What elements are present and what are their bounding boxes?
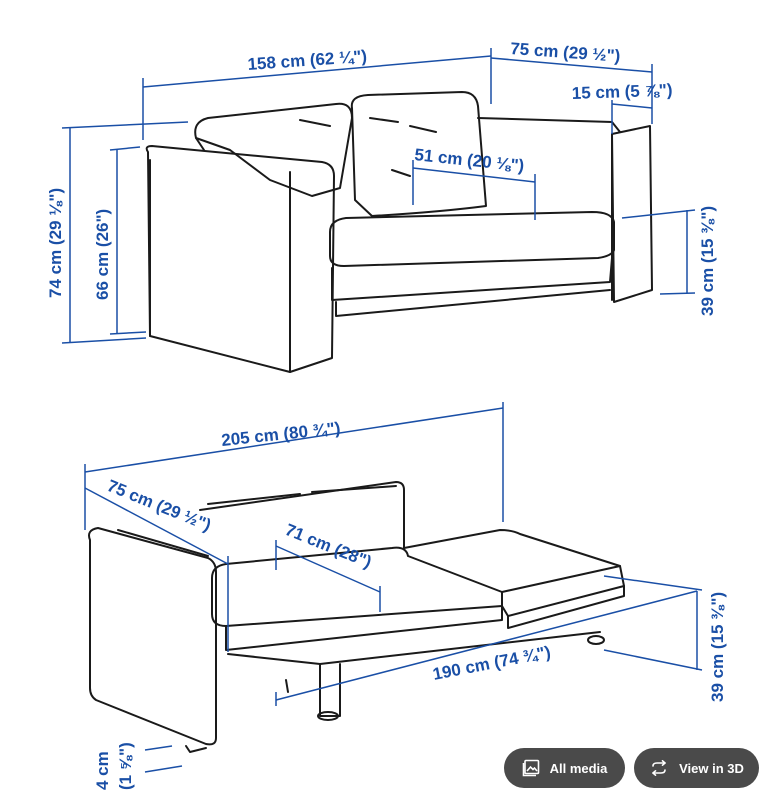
bed-illustration xyxy=(89,482,624,752)
bed-dimension-lines xyxy=(85,402,702,772)
sofa-armrest-height-label: 66 cm (26") xyxy=(93,208,112,300)
sofa-total-depth-label: 75 cm (29 ½") xyxy=(509,39,621,66)
view-in-3d-label: View in 3D xyxy=(679,760,744,776)
leg-height-inches-label: (1 ⅝") xyxy=(116,742,135,790)
rotate-3d-icon xyxy=(649,760,669,776)
bed-total-depth-label: 75 cm (29 ½") xyxy=(104,476,214,535)
sofa-seat-height-label: 39 cm (15 ⅜") xyxy=(698,205,717,316)
leg-height-label: 4 cm xyxy=(93,751,112,790)
sofa-total-height-label: 74 cm (29 ⅛") xyxy=(46,187,65,298)
sofa-illustration xyxy=(147,92,652,372)
sofa-armrest-width-label: 15 cm (5 ⅞") xyxy=(571,80,673,103)
all-media-label: All media xyxy=(549,760,608,776)
bed-height-label: 39 cm (15 ⅜") xyxy=(708,591,727,702)
bed-backrest-depth-label: 71 cm (28") xyxy=(282,520,375,572)
bed-total-length-label: 205 cm (80 ¾") xyxy=(220,418,342,450)
bed-length-label: 190 cm (74 ¾") xyxy=(431,642,553,684)
sofa-total-width-label: 158 cm (62 ¼") xyxy=(246,46,368,74)
all-media-button[interactable] xyxy=(504,748,625,788)
sofa-seat-depth-label: 51 cm (20 ⅛") xyxy=(413,145,526,176)
view-in-3d-button[interactable] xyxy=(634,748,759,788)
gallery-icon xyxy=(522,759,540,777)
